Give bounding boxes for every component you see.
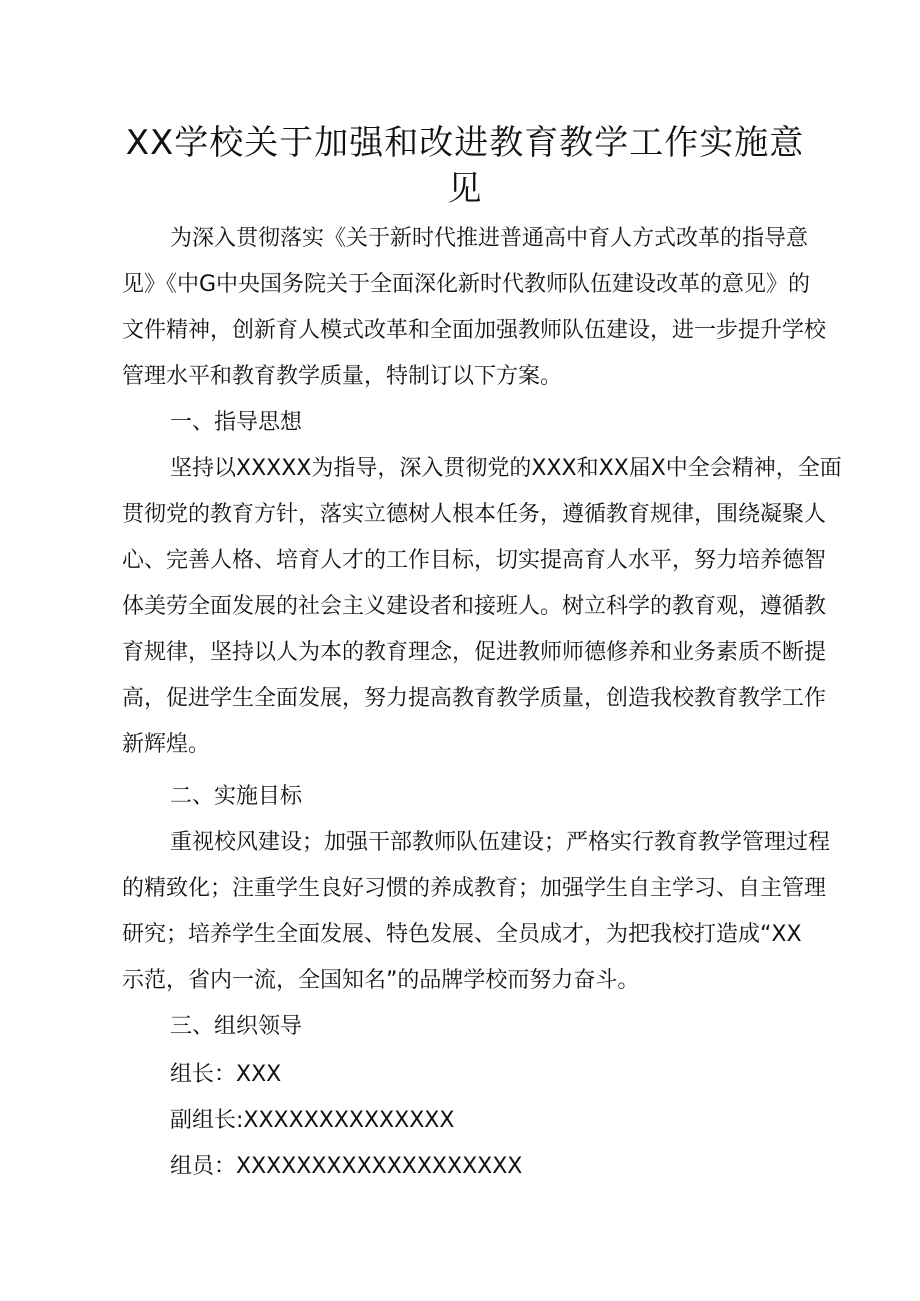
intro-line: 管理水平和教育教学质量，特制订以下方案。 bbox=[122, 364, 563, 389]
section-heading-implementation-goals: 二、实施目标 bbox=[170, 784, 303, 809]
section1-line: 贯彻党的教育方针，落实立德树人根本任务，遵循教育规律，围绕凝聚人 bbox=[122, 502, 827, 527]
section1-line: 新辉煌。 bbox=[122, 732, 211, 757]
section2-line: 示范，省内一流，全国知名”的品牌学校而努力奋斗。 bbox=[122, 968, 640, 993]
intro-line: 文件精神，创新育人模式改革和全面加强教师队伍建设，进一步提升学校 bbox=[122, 318, 827, 343]
section-heading-organization: 三、组织领导 bbox=[170, 1014, 303, 1039]
section-heading-guiding-ideology: 一、指导思想 bbox=[170, 410, 303, 435]
section2-line: 的精致化；注重学生良好习惯的养成教育；加强学生自主学习、自主管理 bbox=[122, 876, 827, 901]
section1-line: 高，促进学生全面发展，努力提高教育教学质量，创造我校教育教学工作 bbox=[122, 686, 827, 711]
intro-line: 见》《中G中央国务院关于全面深化新时代教师队伍建设改革的意见》的 bbox=[122, 272, 811, 297]
document-title-line-1: XX学校关于加强和改进教育教学工作实施意 bbox=[125, 123, 805, 163]
members-line: 组员：XXXXXXXXXXXXXXXXXXX bbox=[170, 1154, 523, 1179]
section1-line: 育规律，坚持以人为本的教育理念，促进教师师德修养和业务素质不断提 bbox=[122, 640, 827, 665]
section2-line: 重视校风建设；加强干部教师队伍建设；严格实行教育教学管理过程 bbox=[170, 830, 831, 855]
section1-line: 坚持以XXXXX为指导，深入贯彻党的XXX和XX届X中全会精神，全面 bbox=[170, 456, 842, 481]
intro-line: 为深入贯彻落实《关于新时代推进普通高中育人方式改革的指导意 bbox=[170, 226, 809, 251]
section1-line: 体美劳全面发展的社会主义建设者和接班人。树立科学的教育观，遵循教 bbox=[122, 594, 827, 619]
section2-line: 研究；培养学生全面发展、特色发展、全员成才，为把我校打造成“XX bbox=[122, 922, 802, 947]
section1-line: 心、完善人格、培育人才的工作目标，切实提高育人水平，努力培养德智 bbox=[122, 548, 827, 573]
leader-line: 组长：XXX bbox=[170, 1062, 282, 1087]
deputy-leader-line: 副组长:XXXXXXXXXXXXXX bbox=[170, 1108, 455, 1133]
document-title-line-2: 见 bbox=[447, 169, 483, 209]
